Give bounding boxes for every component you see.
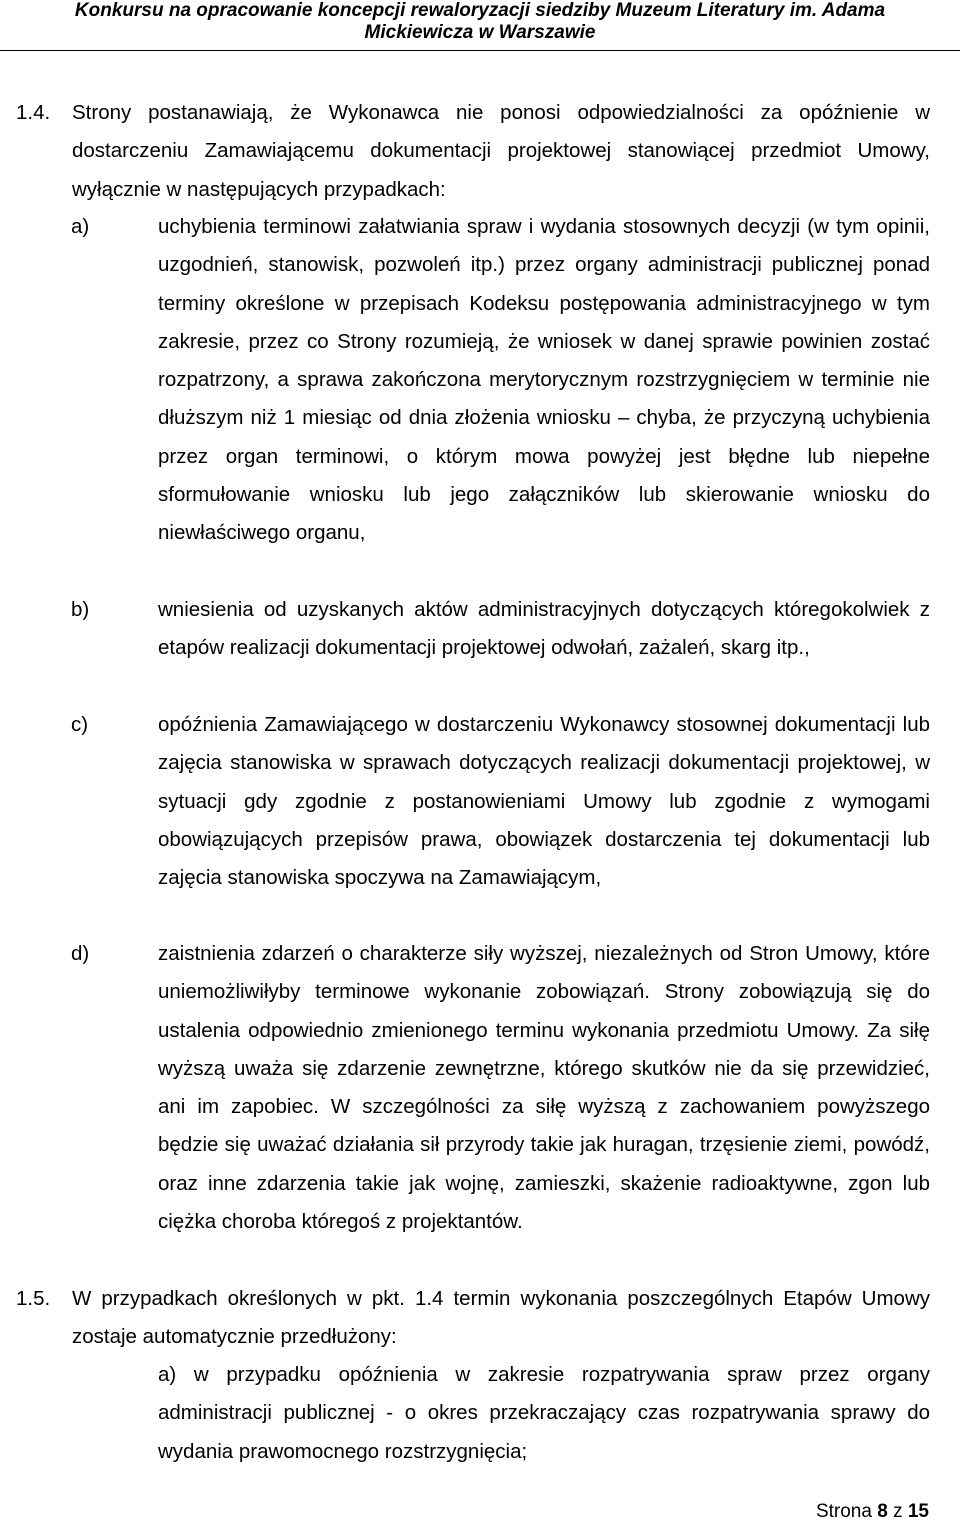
- list-item-c: [71, 706, 930, 897]
- list-item-letter: c): [71, 713, 89, 736]
- list-item-text: wniesienia od uzyskanych aktów administracyjnych dotyczących któregokolwiek z etapów realizacji dokumentacji projektowej odwołań, zażaleń, skarg itp.,: [158, 598, 930, 660]
- section-number: 1.4.: [16, 101, 51, 124]
- list-item-text: opóźnienia Zamawiającego w dostarczeniu Wykonawcy stosownej dokumentacji lub zajęcia stanowiska w sprawach dotyczących realizacji dokumentacji projektowej, w sytuacji gdy zgodnie z postanowieniami Umowy lub zgodnie z wymogami obowiązujących przepisów prawa, obowiązek dostarczenia tej dokumentacji lub zajęcia stanowiska spoczywa na Zamawiającym,: [158, 713, 930, 890]
- list-item-letter: b): [71, 598, 90, 621]
- list-item-text: zaistnienia zdarzeń o charakterze siły wyższej, niezależnych od Stron Umowy, które uniemożliwiłyby terminowe wykonanie zobowiązań. Strony zobowiązują się do ustalenia odpowiednio zmienionego terminu wykonania przedmiotu Umowy. Za siłę wyższą uważa się zdarzenie zewnętrzne, którego skutków nie da się przewidzieć, ani im zapobiec. W szczególności za siłę wyższą z zachowaniem powyższego będzie się uważać działania sił przyrody takie jak huragan, trzęsienie ziemi, powódź, oraz inne zdarzenia takie jak wojnę, zamieszki, skażenie radioaktywne, zgon lub ciężka choroba któregoś z projektantów.: [158, 942, 930, 1234]
- page-label: Strona: [815, 1501, 872, 1522]
- list-item-a: [71, 208, 930, 553]
- section-1-5: [16, 1280, 930, 1357]
- list-item-letter: a): [71, 215, 90, 238]
- header-title-line-1: Konkursu na opracowanie koncepcji rewaloryzacji siedziby Muzeum Literatury im. Adama: [74, 0, 886, 21]
- list-item-b: [71, 591, 930, 668]
- section-number: 1.5.: [16, 1287, 51, 1310]
- section-intro: Strony postanawiają, że Wykonawca nie ponosi odpowiedzialności za opóźnienie w dostarczeniu Zamawiającemu dokumentacji projektowej stanowiącej przedmiot Umowy, wyłącznie w następujących przypadkach:: [72, 101, 930, 201]
- header-title-line-2: Mickiewicza w Warszawie: [364, 22, 596, 43]
- section-intro: W przypadkach określonych w pkt. 1.4 termin wykonania poszczególnych Etapów Umowy zostaje automatycznie przedłużony:: [72, 1287, 930, 1349]
- list-item-text: uchybienia terminowi załatwiania spraw i wydania stosownych decyzji (w tym opinii, uzgodnień, stanowisk, pozwoleń itp.) przez organy administracji publicznej ponad terminy określone w przepisach Kodeksu postępowania administracyjnego w tym zakresie, przez co Strony rozumieją, że wniosek w danej sprawie powinien zostać rozpatrzony, a sprawa zakończona merytorycznym rozstrzygnięciem w terminie nie dłuższym niż 1 miesiąc od dnia złożenia wniosku – chyba, że przyczyną uchybienia przez organ terminowi, o którym mowa powyżej jest błędne lub niepełne sformułowanie wniosku lub jego załączników lub skierowanie wniosku do niewłaściwego organu,: [158, 215, 930, 545]
- section-1-4: [16, 94, 930, 209]
- sub-list-item-a: a) w przypadku opóźnienia w zakresie rozpatrywania spraw przez organy administracji publicznej - o okres przekraczający czas rozpatrywania sprawy do wydania prawomocnego rozstrzygnięcia;: [158, 1363, 930, 1463]
- page-number: [816, 1500, 929, 1524]
- list-item-d: [71, 935, 930, 1241]
- list-item-letter: d): [71, 942, 90, 965]
- document-header: [0, 0, 960, 44]
- total-pages: 15: [907, 1501, 929, 1522]
- page-separator: z: [893, 1501, 903, 1522]
- header-divider: [0, 50, 960, 51]
- current-page: 8: [877, 1501, 888, 1522]
